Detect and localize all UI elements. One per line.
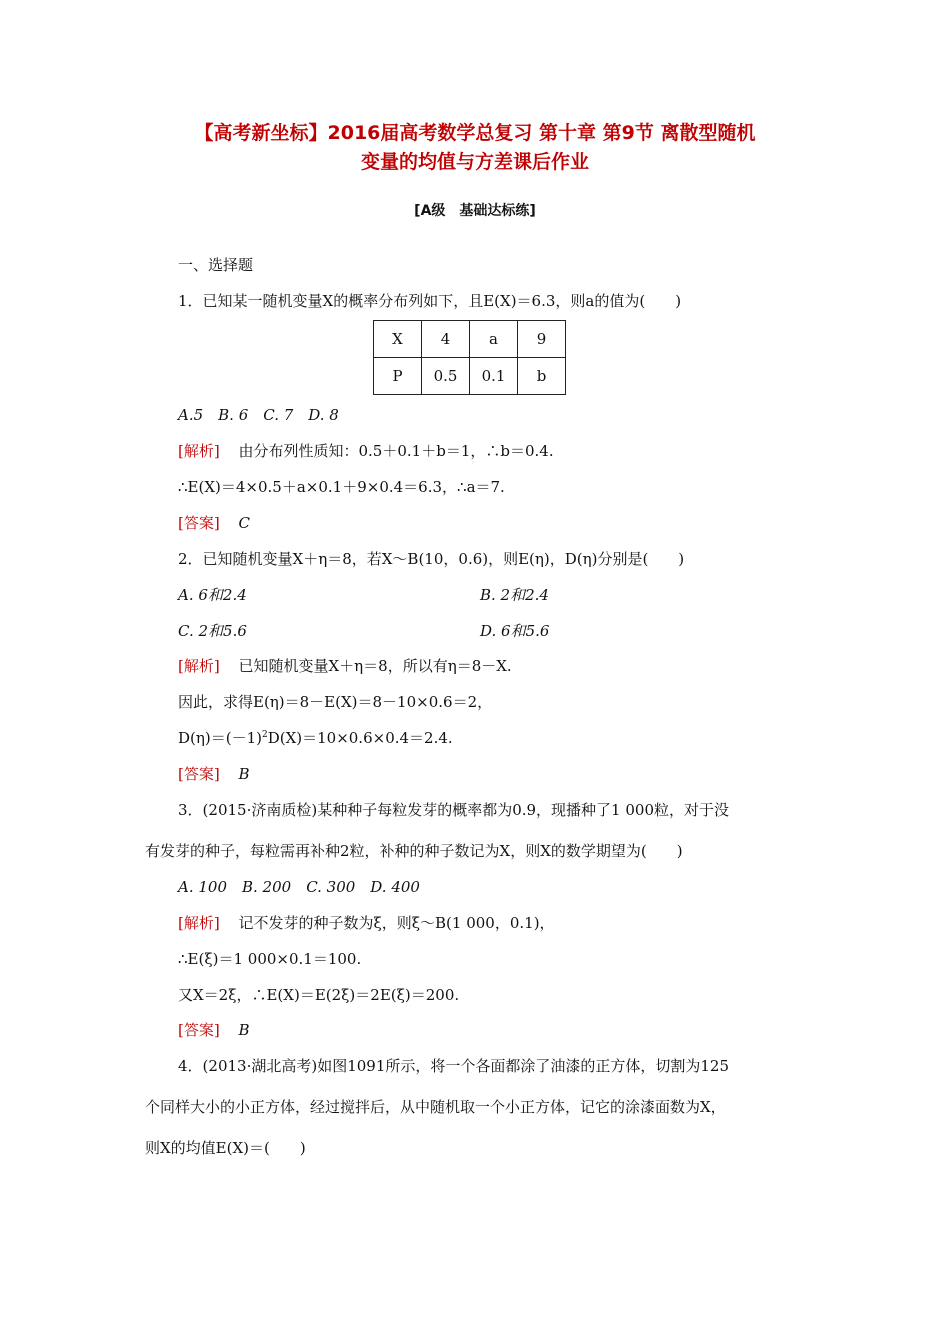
answer-tag: [答案] (178, 1021, 220, 1039)
q3-analysis-line-1 (178, 912, 555, 934)
q1-answer (178, 512, 250, 534)
q1-analysis-line-1 (178, 440, 554, 462)
variance-formula-part-1: D(η)＝(－1) (178, 729, 262, 747)
q3-stem-line-1: 3．(2015·济南质检)某种种子每粒发芽的概率都为0.9，现播种了1 000粒，对于没 (178, 801, 729, 819)
table-row (374, 358, 566, 395)
q2-analysis-line-2: 因此，求得E(η)＝8－E(X)＝8－10×0.6＝2， (178, 693, 493, 711)
answer-value: B (238, 1021, 250, 1039)
q3-analysis-line-3: 又X＝2ξ，∴E(X)＝E(2ξ)＝2E(ξ)＝200. (178, 986, 460, 1004)
analysis-text: 由分布列性质知：0.5＋0.1＋b＝1，∴b＝0.4. (238, 442, 554, 460)
q3-options: A. 100 B. 200 C. 300 D. 400 (178, 878, 420, 896)
q2-option-a: A. 6和2.4 (178, 586, 247, 604)
answer-tag: [答案] (178, 514, 220, 532)
q4-stem-line-2: 个同样大小的小正方体，经过搅拌后，从中随机取一个小正方体，记它的涂漆面数为X， (145, 1098, 726, 1116)
table-cell: b (518, 358, 566, 395)
q3-stem-line-2: 有发芽的种子，每粒需再补种2粒，补种的种子数记为X，则X的数学期望为( ) (145, 842, 683, 860)
q2-analysis-line-1 (178, 655, 512, 677)
title-line-2: 变量的均值与方差课后作业 (360, 151, 589, 173)
q2-option-b: B. 2和2.4 (480, 586, 549, 604)
table-cell: 0.1 (470, 358, 518, 395)
q2-option-c: C. 2和5.6 (178, 622, 247, 640)
table-cell: 4 (422, 321, 470, 358)
exponent: 2 (261, 730, 268, 740)
q2-answer (178, 763, 250, 785)
table-cell: X (374, 321, 422, 358)
analysis-text: 记不发芽的种子数为ξ，则ξ～B(1 000，0.1)， (238, 914, 555, 932)
section-heading: [A级 基础达标练] (414, 203, 536, 219)
table-cell: a (470, 321, 518, 358)
answer-value: B (238, 765, 250, 783)
analysis-tag: [解析] (178, 914, 220, 932)
variance-formula-part-2: D(X)＝10×0.6×0.4＝2.4. (267, 729, 453, 747)
table-cell: 9 (518, 321, 566, 358)
title-line-1: 【高考新坐标】2016届高考数学总复习 第十章 第9节 离散型随机 (194, 122, 756, 144)
q3-answer (178, 1019, 250, 1041)
q1-options: A.5 B. 6 C. 7 D. 8 (178, 406, 339, 424)
q3-analysis-line-2: ∴E(ξ)＝1 000×0.1＝100. (178, 950, 362, 968)
table-cell: P (374, 358, 422, 395)
distribution-table (373, 320, 566, 395)
answer-tag: [答案] (178, 765, 220, 783)
table-row (374, 321, 566, 358)
document-title (100, 119, 850, 177)
analysis-text: 已知随机变量X＋η＝8，所以有η＝8－X. (238, 657, 512, 675)
answer-value: C (238, 514, 250, 532)
part-heading: 一、选择题 (178, 256, 254, 274)
q4-stem-line-3: 则X的均值E(X)＝( ) (145, 1139, 306, 1157)
q1-analysis-line-2: ∴E(X)＝4×0.5＋a×0.1＋9×0.4＝6.3，∴a＝7. (178, 478, 505, 496)
analysis-tag: [解析] (178, 442, 220, 460)
q2-option-d: D. 6和5.6 (480, 622, 550, 640)
q4-stem-line-1: 4．(2013·湖北高考)如图1091所示，将一个各面都涂了油漆的正方体，切割为125 (178, 1057, 729, 1075)
analysis-tag: [解析] (178, 657, 220, 675)
q1-stem: 1．已知某一随机变量X的概率分布列如下，且E(X)＝6.3，则a的值为( ) (178, 292, 682, 310)
table-cell: 0.5 (422, 358, 470, 395)
q2-stem: 2．已知随机变量X＋η＝8，若X～B(10，0.6)，则E(η)，D(η)分别是( ) (178, 550, 685, 568)
q2-analysis-line-3 (178, 727, 453, 749)
